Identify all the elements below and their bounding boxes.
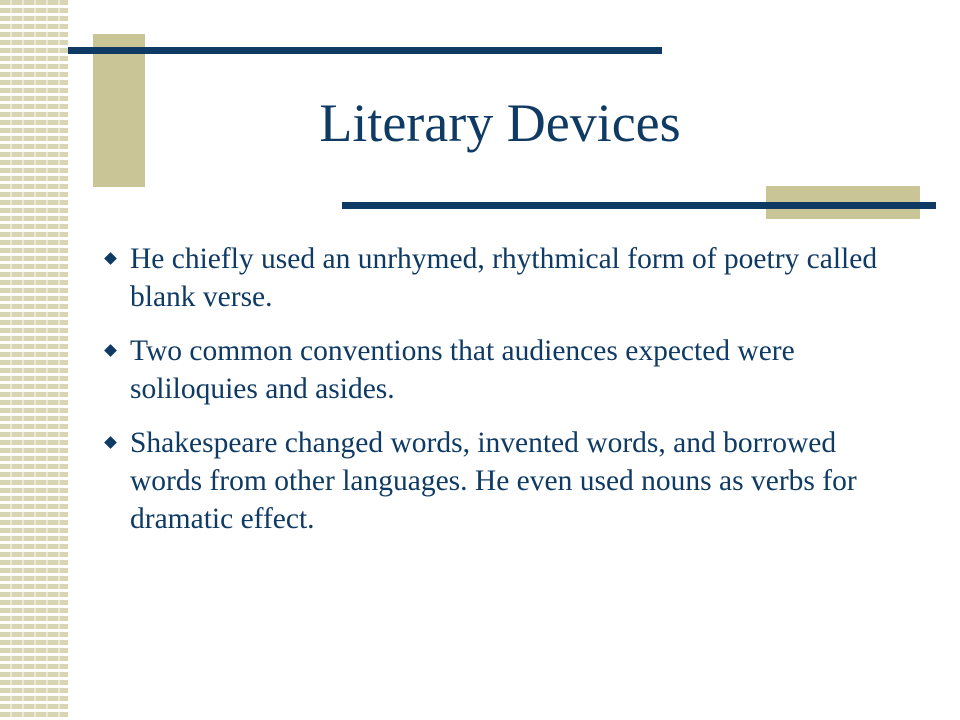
bullet-text: He chiefly used an unrhymed, rhythmical form of poetry called blank verse. xyxy=(130,243,878,313)
top-navy-rule xyxy=(68,47,662,54)
bullet-text: Shakespeare changed words, invented words, and borrowed words from other languages. He even used nouns as verbs for dramatic effect. xyxy=(130,427,857,535)
left-stripe-decoration xyxy=(0,0,68,720)
bullet-text: Two common conventions that audiences expected were soliloquies and asides. xyxy=(130,335,795,405)
diamond-bullet-icon xyxy=(104,344,117,357)
bottom-navy-rule xyxy=(342,202,936,209)
bullet-list xyxy=(100,240,890,554)
bullet-item xyxy=(100,240,890,316)
bullet-item xyxy=(100,424,890,538)
bullet-item xyxy=(100,332,890,408)
slide-title: Literary Devices xyxy=(319,93,681,153)
diamond-bullet-icon xyxy=(104,252,117,265)
diamond-bullet-icon xyxy=(104,436,117,449)
